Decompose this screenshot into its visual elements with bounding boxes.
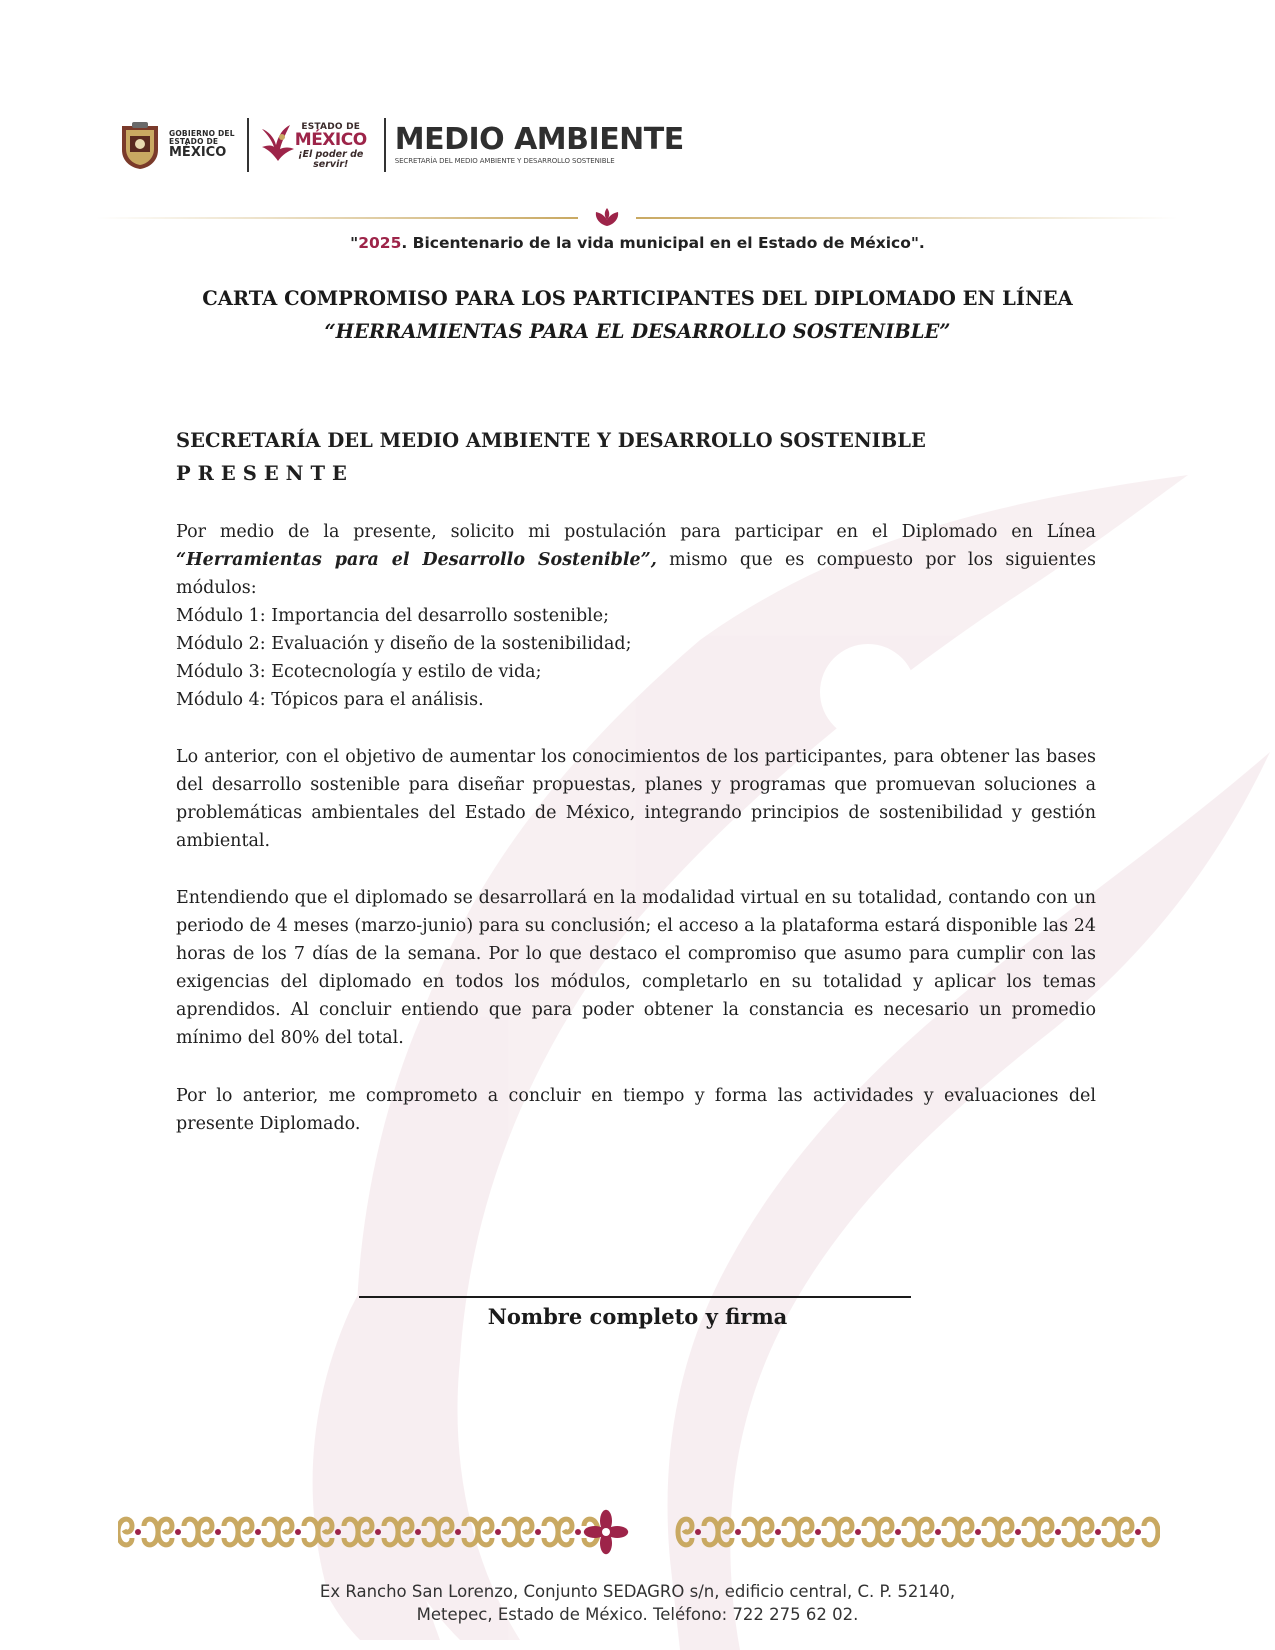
gob-line-1: GOBIERNO DEL — [169, 129, 235, 139]
addressee-line-2: PRESENTE — [176, 462, 354, 485]
ornament-motif — [358, 1519, 398, 1545]
edo-slogan: ¡El poder de servir! — [298, 149, 364, 170]
ornament-motif — [958, 1519, 998, 1545]
module-list — [176, 602, 1096, 714]
ornament-motif — [158, 1519, 198, 1545]
list-item: Módulo 4: Tópicos para el análisis. — [176, 690, 484, 710]
ornament-motif — [918, 1519, 958, 1545]
title-line-1: CARTA COMPROMISO PARA LOS PARTICIPANTES DEL DIPLOMADO EN LÍNEA — [202, 287, 1073, 310]
signature-line — [359, 1296, 911, 1298]
logo-separator — [384, 118, 386, 172]
ornament-motif — [398, 1519, 438, 1545]
list-item: Módulo 3: Ecotecnología y estilo de vida; — [176, 662, 542, 682]
document-title — [0, 282, 1275, 348]
list-item: Módulo 2: Evaluación y diseño de la sostenibilidad; — [176, 634, 632, 654]
ornament-motif — [878, 1519, 918, 1545]
coat-of-arms-icon — [118, 120, 162, 170]
ornament-motif — [838, 1519, 878, 1545]
logo-separator — [247, 118, 249, 172]
ornament-motif — [1078, 1519, 1118, 1545]
gob-line-3: MÉXICO — [169, 145, 227, 161]
ornament-motif — [518, 1519, 558, 1545]
motto-year: 2025 — [358, 234, 402, 252]
addressee-line-1: SECRETARÍA DEL MEDIO AMBIENTE Y DESARROLLO SOSTENIBLE — [176, 429, 926, 452]
ma-subtitle: SECRETARÍA DEL MEDIO AMBIENTE Y DESARROLLO SOSTENIBLE — [394, 157, 615, 165]
flower-icon — [596, 208, 618, 226]
addressee — [176, 424, 1096, 490]
signature-label: Nombre completo y firma — [487, 1304, 788, 1329]
ornament-motif — [798, 1519, 838, 1545]
ornament-motif — [238, 1519, 278, 1545]
flower-icon — [584, 1510, 628, 1554]
ornament-motif — [718, 1519, 758, 1545]
ornament-motif — [758, 1519, 798, 1545]
ornament-motif — [998, 1519, 1038, 1545]
header-logos — [118, 112, 698, 178]
edo-line-2: MÉXICO — [294, 130, 367, 150]
title-line-2: “HERRAMIENTAS PARA EL DESARROLLO SOSTENIBLE” — [324, 320, 951, 343]
ornament-motif — [478, 1519, 518, 1545]
ornament-motif — [198, 1519, 238, 1545]
estado-de-mexico-logo — [258, 117, 376, 173]
footer-line-2: Metepec, Estado de México. Teléfono: 722 275 62 02. — [416, 1605, 859, 1624]
year-motto: "2025. Bicentenario de la vida municipal en el Estado de México". — [350, 234, 925, 252]
ornament-motif — [118, 1519, 158, 1545]
ornament-motif — [438, 1519, 478, 1545]
footer-line-1: Ex Rancho San Lorenzo, Conjunto SEDAGRO s/n, edificio central, C. P. 52140, — [319, 1582, 956, 1601]
decorative-band — [118, 1506, 1160, 1558]
paragraph-modality: Entendiendo que el diplomado se desarrollará en la modalidad virtual en su totalidad, contando con un periodo de 4 meses (marzo-junio) para su conclusión; el acceso a la plataforma estará disponible las 24 horas de los 7 días de la semana. Por lo que destaco el compromiso que asumo para cumplir con las exigencias del diplomado en todos los módulos, completarlo en su totalidad y aplicar los temas aprendidos. Al concluir entiendo que para poder obtener la constancia es necesario un promedio mínimo del 80% del total. — [176, 888, 1096, 1048]
edo-line-1: ESTADO DE — [301, 122, 361, 132]
ma-title: MEDIO AMBIENTE — [394, 122, 684, 157]
diploma-name: “Herramientas para el Desarrollo Sostenible”, — [176, 550, 657, 570]
gobierno-logo — [118, 120, 235, 170]
medio-ambiente-logo — [394, 122, 684, 165]
paragraph-commitment: Por lo anterior, me comprometo a concluir en tiempo y forma las actividades y evaluaciones del presente Diplomado. — [176, 1086, 1096, 1134]
ornament-motif — [1038, 1519, 1078, 1545]
ornament-motif — [678, 1519, 718, 1545]
footer-address — [0, 1580, 1275, 1626]
paragraph-objective: Lo anterior, con el objetivo de aumentar los conocimientos de los participantes, para obtener las bases del desarrollo sostenible para diseñar propuestas, planes y programas que promuevan soluciones a problemáticas ambientales del Estado de México, integrando principios de sostenibilidad y gestión ambiental. — [176, 747, 1096, 851]
header-divider — [96, 206, 1178, 230]
ornament-motif — [1118, 1519, 1158, 1545]
gob-line-2: ESTADO DE — [169, 137, 219, 147]
ornament-motif — [278, 1519, 318, 1545]
ornament-motif — [318, 1519, 358, 1545]
paragraph-intro: Por medio de la presente, solicito mi postulación para participar en el Diplomado en Línea “Herramientas para el Desarrollo Sostenible”, mismo que es compuesto por los siguientes módulos: — [176, 522, 1096, 598]
list-item: Módulo 1: Importancia del desarrollo sostenible; — [176, 606, 610, 626]
